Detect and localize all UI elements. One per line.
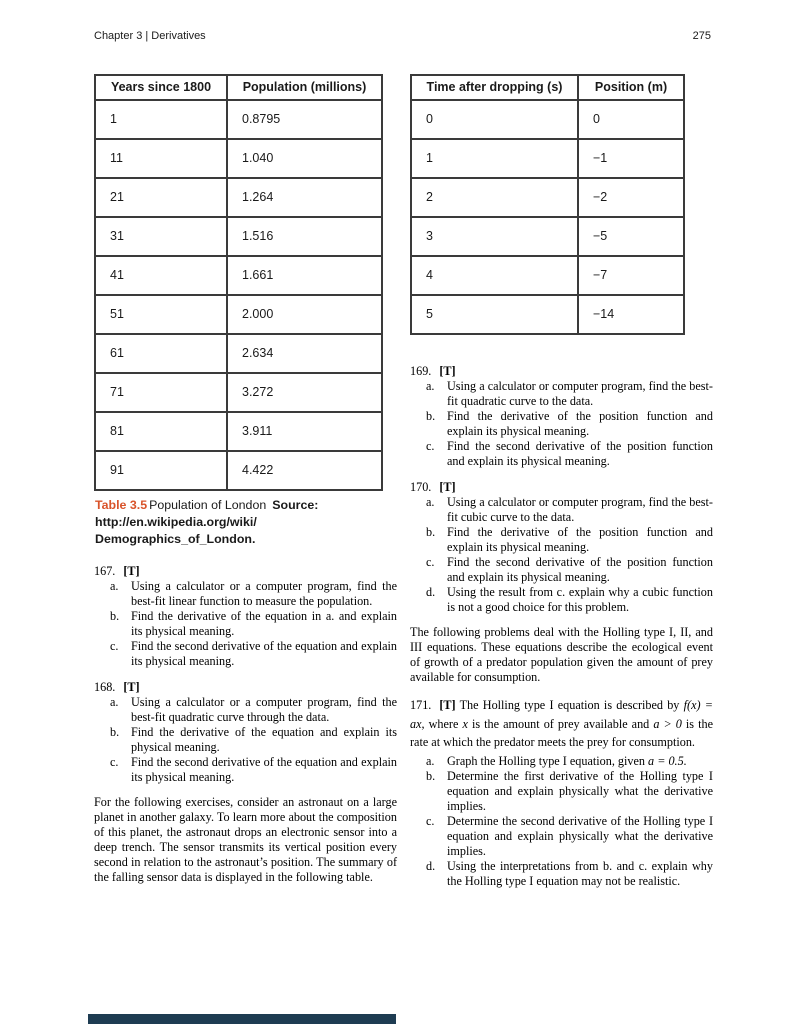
problem-169-item-a	[410, 379, 713, 409]
table-cell: 1.516	[227, 217, 382, 256]
problem-171-item-a	[410, 754, 713, 769]
table-row	[95, 412, 382, 451]
table-cell: 3.272	[227, 373, 382, 412]
item-text: Find the second derivative of the equation and explain its physical meaning.	[131, 755, 397, 784]
item-letter: a.	[426, 379, 435, 393]
item-letter: c.	[426, 555, 435, 569]
sensor-table-col2-header: Position (m)	[578, 75, 684, 100]
problem-number: 169.	[410, 364, 432, 378]
problem-169	[410, 364, 713, 469]
problem-170-item-a	[410, 495, 713, 525]
table-cell: 1.040	[227, 139, 382, 178]
item-text: Find the derivative of the position function and explain its physical meaning.	[447, 525, 713, 554]
item-text: Using the interpretations from b. and c. explain why the Holling type I equation may not be realistic.	[447, 858, 713, 888]
item-text: Find the second derivative of the equation and explain its physical meaning.	[131, 639, 397, 668]
table-row	[95, 334, 382, 373]
table-row	[411, 256, 684, 295]
table-cell: 41	[95, 256, 227, 295]
sensor-table-col1-header: Time after dropping (s)	[411, 75, 578, 100]
problem-169-heading	[410, 364, 713, 379]
table-row	[411, 295, 684, 334]
problem-169-item-c	[410, 439, 713, 469]
table-cell: 5	[411, 295, 578, 334]
problem-171-item-b	[410, 769, 713, 814]
problem-168-item-b	[94, 725, 397, 755]
item-text: Determine the first derivative of the Holling type I equation and explain physically what the derivative implies.	[447, 768, 713, 813]
population-table-col1-header: Years since 1800	[95, 75, 227, 100]
item-letter: b.	[426, 525, 436, 539]
table-cell: 2	[411, 178, 578, 217]
table-header-row	[95, 75, 382, 100]
problem-171-item-d	[410, 859, 713, 889]
page-number: 275	[692, 30, 711, 42]
table-caption-title: Population of London	[149, 498, 267, 512]
item-letter: d.	[426, 858, 436, 873]
math-expression: f(x) = ax,	[410, 698, 714, 731]
table-cell: 71	[95, 373, 227, 412]
item-letter: a.	[110, 695, 119, 709]
table-row	[411, 139, 684, 178]
statement-text: is the amount of prey available and	[471, 716, 650, 731]
problem-number: 167.	[94, 564, 116, 578]
item-text: Using a calculator or a computer program, find the best-fit quadratic curve through the data.	[131, 695, 397, 724]
table-cell: 1.661	[227, 256, 382, 295]
table-caption	[95, 497, 397, 548]
table-cell: 91	[95, 451, 227, 490]
statement-text: where	[428, 716, 459, 731]
problem-167-item-c	[94, 639, 397, 669]
item-text: Using a calculator or computer program, find the best-fit quadratic curve to the data.	[447, 379, 713, 408]
astronaut-intro-paragraph: For the following exercises, consider an astronaut on a large planet in another galaxy. To learn more about the composition of this planet, the astronaut drops an electronic sensor into a deep trench. The sensor transmits its vertical position every second in relation to the astronaut’s position. The summary of the falling sensor data is displayed in the following table.	[94, 795, 397, 884]
right-column	[410, 74, 713, 889]
table-cell: 0	[578, 100, 684, 139]
problem-170-item-b	[410, 525, 713, 555]
technology-tag: [T]	[123, 564, 140, 578]
problem-170	[410, 480, 713, 615]
table-cell: 2.000	[227, 295, 382, 334]
item-letter: a.	[110, 579, 119, 593]
table-cell: 0	[411, 100, 578, 139]
table-row	[95, 256, 382, 295]
table-row	[411, 178, 684, 217]
item-text: Find the derivative of the equation and explain its physical meaning.	[131, 725, 397, 754]
table-caption-source-url-line2: Demographics_of_London.	[95, 532, 256, 546]
table-row	[95, 295, 382, 334]
table-cell: 61	[95, 334, 227, 373]
table-cell: −7	[578, 256, 684, 295]
item-letter: b.	[426, 409, 436, 423]
table-cell: 4.422	[227, 451, 382, 490]
problem-168-heading	[94, 680, 397, 695]
holling-intro-paragraph: The following problems deal with the Holling type I, II, and III equations. These equations describe the ecological event of growth of a predator population given the amount of prey available for consumption.	[410, 625, 713, 684]
math-expression: a = 0.5.	[648, 753, 687, 768]
item-text: Find the derivative of the equation in a. and explain its physical meaning.	[131, 609, 397, 638]
table-cell: 1	[95, 100, 227, 139]
table-cell: 1	[411, 139, 578, 178]
problem-170-item-d	[410, 585, 713, 615]
table-row	[95, 100, 382, 139]
table-header-row	[411, 75, 684, 100]
problem-167-item-b	[94, 609, 397, 639]
table-cell: 11	[95, 139, 227, 178]
table-cell: 4	[411, 256, 578, 295]
item-text: Graph the Holling type I equation, given	[447, 753, 645, 768]
item-letter: a.	[426, 753, 435, 768]
footer-bar	[88, 1014, 396, 1024]
problem-171-statement	[410, 696, 713, 752]
table-cell: −5	[578, 217, 684, 256]
problem-171-item-c	[410, 814, 713, 859]
item-letter: c.	[110, 755, 119, 769]
item-letter: b.	[110, 609, 120, 623]
item-text: Using the result from c. explain why a cubic function is not a good choice for this problem.	[447, 585, 713, 614]
item-letter: c.	[426, 439, 435, 453]
table-row	[95, 139, 382, 178]
table-row	[95, 373, 382, 412]
item-letter: c.	[110, 639, 119, 653]
item-letter: a.	[426, 495, 435, 509]
problem-number: 168.	[94, 680, 116, 694]
item-letter: c.	[426, 813, 435, 828]
table-row	[411, 100, 684, 139]
problem-170-heading	[410, 480, 713, 495]
problem-170-item-c	[410, 555, 713, 585]
left-column	[94, 74, 397, 885]
problem-171	[410, 696, 713, 889]
technology-tag: [T]	[439, 698, 456, 712]
item-text: Find the second derivative of the position function and explain its physical meaning.	[447, 555, 713, 584]
item-text: Determine the second derivative of the Holling type I equation and explain physically what the derivative implies.	[447, 813, 713, 858]
item-letter: b.	[110, 725, 120, 739]
problem-number: 171.	[410, 698, 432, 712]
table-cell: −2	[578, 178, 684, 217]
technology-tag: [T]	[439, 480, 456, 494]
table-cell: 2.634	[227, 334, 382, 373]
technology-tag: [T]	[123, 680, 140, 694]
table-cell: 3	[411, 217, 578, 256]
population-table	[94, 74, 383, 491]
technology-tag: [T]	[439, 364, 456, 378]
item-text: Find the second derivative of the position function and explain its physical meaning.	[447, 439, 713, 468]
table-cell: 51	[95, 295, 227, 334]
item-text: Using a calculator or a computer program, find the best-fit linear function to measure the population.	[131, 579, 397, 608]
table-cell: 0.8795	[227, 100, 382, 139]
problem-169-item-b	[410, 409, 713, 439]
statement-text: The Holling type I equation is described by	[459, 698, 680, 712]
statement-text: is the rate at which the predator meets the prey for consumption.	[410, 716, 713, 749]
problem-167	[94, 564, 397, 669]
table-cell: 1.264	[227, 178, 382, 217]
table-cell: 81	[95, 412, 227, 451]
table-caption-source-label: Source:	[272, 498, 319, 512]
table-cell: 21	[95, 178, 227, 217]
table-cell: −1	[578, 139, 684, 178]
problem-168-item-c	[94, 755, 397, 785]
table-caption-label: Table 3.5	[95, 498, 148, 512]
table-row	[411, 217, 684, 256]
item-letter: d.	[426, 585, 436, 599]
table-caption-source-url-line1: http://en.wikipedia.org/wiki/	[95, 515, 257, 529]
problem-167-item-a	[94, 579, 397, 609]
table-cell: 31	[95, 217, 227, 256]
problem-167-heading	[94, 564, 397, 579]
table-row	[95, 451, 382, 490]
problem-168-item-a	[94, 695, 397, 725]
running-header-chapter: Chapter 3 | Derivatives	[94, 30, 206, 42]
table-cell: −14	[578, 295, 684, 334]
problem-number: 170.	[410, 480, 432, 494]
table-row	[95, 217, 382, 256]
item-text: Using a calculator or computer program, find the best-fit cubic curve to the data.	[447, 495, 713, 524]
math-expression: a > 0	[653, 716, 682, 731]
math-expression: x	[462, 716, 468, 731]
table-cell: 3.911	[227, 412, 382, 451]
item-letter: b.	[426, 768, 436, 783]
table-row	[95, 178, 382, 217]
problem-168	[94, 680, 397, 785]
item-text: Find the derivative of the position function and explain its physical meaning.	[447, 409, 713, 438]
population-table-col2-header: Population (millions)	[227, 75, 382, 100]
sensor-table	[410, 74, 685, 335]
